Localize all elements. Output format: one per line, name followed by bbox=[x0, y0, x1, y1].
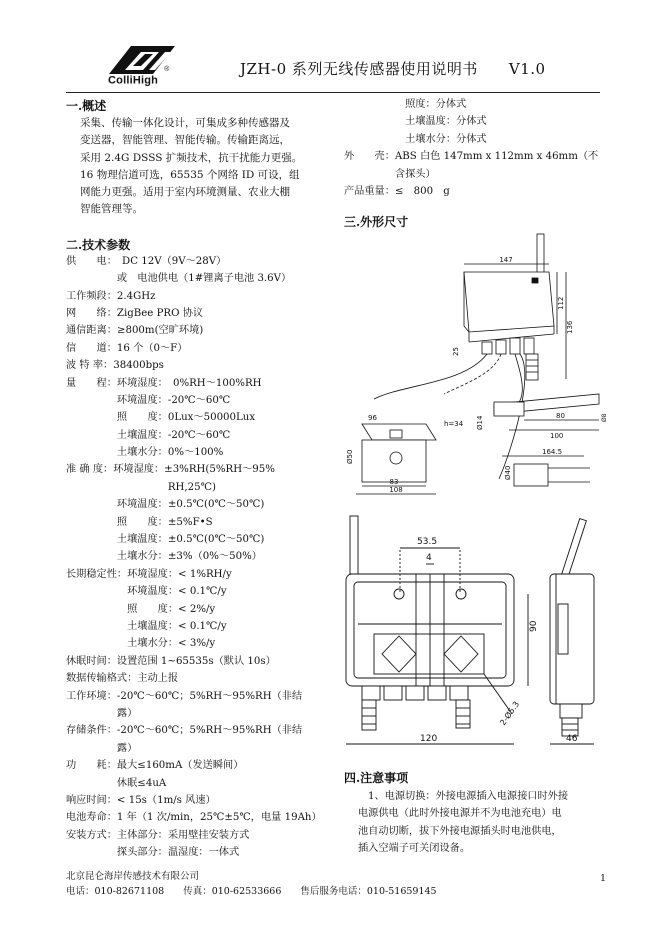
spec-line: 环境温度：-20℃～60℃ bbox=[66, 394, 231, 406]
svg-text:Ø8: Ø8 bbox=[601, 413, 608, 422]
spec-line: 土壤水分：0%～100% bbox=[66, 447, 224, 459]
dim-100: 100 bbox=[550, 432, 564, 440]
spec-line: 照 度：±5%F•S bbox=[66, 516, 213, 528]
overview-line: 采用 2.4G DSSS 扩频技术，抗干扰能力更强。 bbox=[80, 151, 303, 164]
dim-164: 164.5 bbox=[542, 448, 563, 456]
spec-line: 照 度：0Lux～50000Lux bbox=[66, 412, 256, 424]
notes-line: 池自动切断，拔下外接电源插头时电池供电， bbox=[358, 825, 562, 837]
spec-line: 供 电： DC 12V（9V～28V） bbox=[66, 255, 227, 267]
spec-line: 通信距离：≥800m(空旷环境) bbox=[66, 325, 204, 337]
page-footer bbox=[66, 869, 606, 899]
footer-contact: 电话：010-82671108 传真：010-62533666 售后服务电话：010-51659145 bbox=[66, 886, 437, 897]
dim-4: 4 bbox=[426, 553, 432, 563]
spec-line: 探头部分：温湿度：一体式 bbox=[66, 847, 240, 859]
device-box bbox=[464, 272, 554, 332]
spec-line: 准 确 度：环境湿度：±3%RH(5%RH～95% bbox=[66, 464, 275, 476]
spec-line: RH,25℃) bbox=[66, 481, 217, 493]
spec-line: 工作频段：2.4GHz bbox=[66, 290, 156, 302]
dim-136: 136 bbox=[566, 320, 574, 334]
spec-line: 信 道：16 个（0～F） bbox=[66, 342, 188, 354]
dim-d14: Ø14 bbox=[476, 415, 484, 430]
light-sensor bbox=[362, 440, 426, 482]
overview-line: 智能管理等。 bbox=[80, 203, 143, 216]
spec-line: 数据传输格式：主动上报 bbox=[66, 673, 179, 685]
spec-line: 产品重量：≤ 800 g bbox=[344, 185, 450, 197]
header-divider bbox=[66, 92, 600, 93]
spec-line: 工作环境：-20℃～60℃；5%RH～95%RH（非结 bbox=[66, 690, 303, 702]
dim-53-5: 53.5 bbox=[417, 537, 438, 547]
spec-line: 波 特 率：38400bps bbox=[66, 360, 164, 372]
spec-line: 照 度：< 2%/y bbox=[66, 603, 216, 615]
logo-text: ColliHigh® bbox=[108, 66, 170, 87]
spec-line: 功 耗：最大≤160mA（发送瞬间） bbox=[66, 760, 244, 772]
spec-line: 或 电池供电（1#锂离子电池 3.6V） bbox=[66, 273, 292, 285]
spec-line: 环境温度：< 0.1℃/y bbox=[66, 586, 227, 598]
spec-line: 露） bbox=[66, 707, 138, 719]
spec-line: 露） bbox=[66, 742, 138, 754]
spec-line: 响应时间：< 15s（1m/s 风速） bbox=[66, 794, 216, 806]
spec-line: 土壤温度：-20℃～60℃ bbox=[66, 429, 231, 441]
spec-line: 网 络：ZigBee PRO 协议 bbox=[66, 307, 204, 319]
overview-line: 16 物理信道可选，65535 个网络 ID 可设，组 bbox=[80, 168, 300, 181]
spec-line: 休眠≤4uA bbox=[66, 777, 167, 789]
dim-108: 108 bbox=[389, 486, 403, 494]
dim-147: 147 bbox=[499, 256, 513, 264]
specs-heading: 二.技术参数 bbox=[66, 237, 131, 252]
dim-40: Ø40 bbox=[504, 465, 512, 480]
dim-90: 90 bbox=[529, 620, 539, 632]
spec-line: 存储条件：-20℃～60℃；5%RH～95%RH（非结 bbox=[66, 725, 303, 737]
page-number: 1 bbox=[599, 873, 606, 884]
antenna-side bbox=[561, 519, 587, 580]
notes-section bbox=[344, 769, 606, 858]
spec-line: 照度：分体式 bbox=[344, 99, 467, 110]
spec-line: 休眠时间：设置范围 1~65535s（默认 10s） bbox=[66, 655, 276, 667]
notes-line: 插入空端子可关闭设备。 bbox=[358, 843, 471, 855]
dimensions-heading: 三.外形尺寸 bbox=[344, 215, 409, 230]
dim-120: 120 bbox=[420, 734, 438, 744]
dim-h34: h=34 bbox=[444, 420, 464, 428]
spec-line: 土壤温度：±0.5℃(0℃～50℃) bbox=[66, 534, 265, 546]
spec-line: 土壤温度：< 0.1℃/y bbox=[66, 620, 227, 632]
overview-line: 网能力更强。适用于室内环境测量、农业大棚 bbox=[80, 186, 290, 199]
spec-line: 含探头） bbox=[344, 168, 436, 180]
dim-80: 80 bbox=[556, 412, 565, 420]
notes-paragraph-cont bbox=[344, 805, 606, 857]
spec-line: 环境温度：±0.5℃(0℃～50℃) bbox=[66, 499, 265, 511]
notes-paragraph bbox=[344, 788, 606, 805]
notes-line: 1、电源切换：外接电源插入电源接口时外接 bbox=[368, 791, 569, 802]
document-title: JZH-0 系列无线传感器使用说明书 V1.0 bbox=[240, 60, 546, 78]
antenna-front bbox=[350, 516, 358, 574]
specs-list bbox=[66, 253, 336, 862]
spec-line: 外 壳：ABS 白色 147mm x 112mm x 46mm（不 bbox=[344, 151, 599, 163]
overview-heading: 一.概述 bbox=[66, 99, 107, 113]
notes-heading: 四.注意事项 bbox=[344, 771, 409, 785]
device-side-view bbox=[550, 574, 594, 704]
spec-line: 电池寿命：1 年（1 次/min，25℃±5℃，电量 19Ah） bbox=[66, 812, 322, 824]
overview-line: 采集、传输一体化设计，可集成多种传感器及 bbox=[80, 117, 290, 129]
left-column bbox=[66, 96, 336, 861]
spec-line: 土壤温度：分体式 bbox=[344, 116, 487, 128]
spec-line: 土壤水分：< 3%/y bbox=[66, 638, 216, 650]
dim-holes: 2-Ø5.3 bbox=[498, 699, 522, 728]
page-header bbox=[0, 0, 662, 95]
dim-83: 83 bbox=[389, 478, 399, 486]
dimension-drawing-orthographic bbox=[344, 514, 606, 748]
footer-company: 北京昆仑海岸传感技术有限公司 bbox=[66, 871, 200, 882]
dimension-drawing-3d bbox=[344, 234, 606, 498]
dim-46: 46 bbox=[566, 734, 578, 744]
notes-line: 电源供电（此时外接电源并不为电池充电）电 bbox=[358, 808, 562, 820]
overview-paragraph bbox=[66, 115, 336, 219]
spec-line: 安装方式：主体部分：采用壁挂安装方式 bbox=[66, 829, 250, 841]
spec-line: 土壤水分：±3%（0%～50%） bbox=[66, 551, 262, 563]
overview-line: 变送器，智能管理、智能传输。传输距离远， bbox=[80, 134, 290, 147]
right-column bbox=[344, 96, 606, 230]
spec-line: 量 程：环境湿度： 0%RH～100%RH bbox=[66, 377, 262, 389]
dim-96: 96 bbox=[368, 414, 377, 422]
spec-line: 长期稳定性：环境湿度：< 1%RH/y bbox=[66, 568, 232, 580]
spec-line: 土壤水分：分体式 bbox=[344, 133, 487, 145]
dim-112: 112 bbox=[557, 296, 565, 310]
dim-25: 25 bbox=[452, 347, 460, 356]
dim-50: Ø50 bbox=[346, 449, 354, 464]
